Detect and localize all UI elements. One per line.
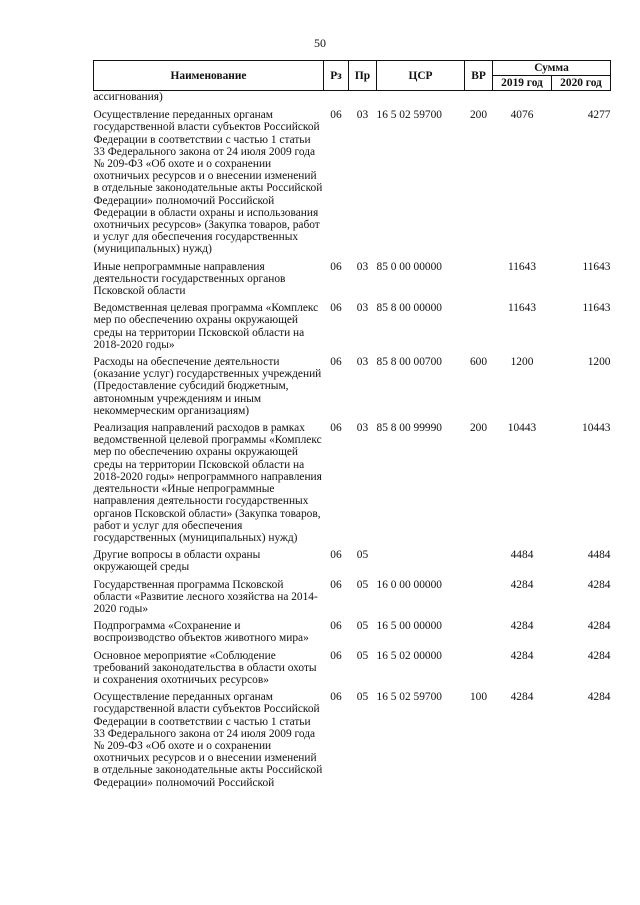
- header-csr: ЦСР: [377, 61, 465, 91]
- row-name: Ведомственная целевая программа «Комплекс мер по обеспечению охраны окружающей среды на территории Псковской области на 2018-2020 годы»: [93, 302, 319, 351]
- row-csr: [377, 544, 465, 573]
- table-row: [94, 297, 611, 351]
- row-csr: 16 5 02 59700: [376, 691, 442, 704]
- row-2019: 1200: [510, 356, 534, 369]
- header-2019: 2019 год: [493, 76, 552, 91]
- table-row: [94, 615, 611, 644]
- row-name: Государственная программа Псковской области «Развитие лесного хозяйства на 2014-2020 годы»: [93, 578, 318, 615]
- row-csr: 85 8 00 99990: [376, 422, 442, 435]
- row-rz: 06: [330, 549, 342, 562]
- row-2019: 4076: [510, 109, 534, 122]
- row-rz: 06: [330, 109, 342, 122]
- row-name: Подпрограмма «Сохранение и воспроизводство объектов животного мира»: [93, 620, 309, 645]
- row-vr: [465, 297, 493, 351]
- row-vr: 200: [469, 109, 488, 122]
- row-vr: [465, 645, 493, 687]
- row-pr: 05: [356, 620, 369, 633]
- row-2020: [552, 91, 611, 104]
- page-number: 50: [314, 36, 326, 50]
- row-pr: 05: [356, 649, 369, 662]
- row-name: Осуществление переданных органам государственной власти субъектов Российской Федерации в соответствии с частью 1 статьи 33 Федерального закона от 24 июля 2009 года № 209-ФЗ «Об охоте и о сохранении охотничьих ресурсов и о внесении изменений в отдельные законодательные акты Российской Федерации» полномочий Российской Федерации в области охраны и использования охотничьих ресурсов» (Закупка товаров, работ и услуг для обеспечения государственных (муниципальных) нужд): [93, 109, 323, 256]
- row-pr: 05: [356, 578, 369, 591]
- row-vr: [465, 615, 493, 644]
- row-vr: [465, 544, 493, 573]
- row-rz: 06: [330, 260, 342, 273]
- header-vr: ВР: [465, 61, 493, 91]
- row-rz: 06: [330, 302, 342, 315]
- row-2020: 11643: [582, 260, 611, 273]
- row-vr: [465, 256, 493, 298]
- row-csr: 85 0 00 00000: [376, 260, 442, 273]
- table-row: [94, 417, 611, 544]
- row-vr: 100: [469, 691, 488, 704]
- row-pr: 03: [356, 109, 369, 122]
- row-pr: [349, 91, 377, 104]
- table-row: [94, 256, 611, 298]
- row-2020: 4284: [587, 578, 611, 591]
- header-name: Наименование: [94, 61, 324, 91]
- row-rz: 06: [330, 356, 342, 369]
- row-2020: 4277: [587, 109, 611, 122]
- row-name: Расходы на обеспечение деятельности (оказание услуг) государственных учреждений (Предоставление субсидий бюджетным, автономным учреждениям и иным некоммерческим организациям): [93, 356, 322, 417]
- row-vr: 200: [469, 422, 488, 435]
- row-vr: 600: [469, 356, 488, 369]
- row-name: ассигнования): [93, 91, 163, 103]
- row-vr: [465, 91, 493, 104]
- row-name: Основное мероприятие «Соблюдение требований законодательства в области охоты и сохранения охотничьих ресурсов»: [93, 649, 317, 686]
- row-csr: 85 8 00 00000: [376, 302, 442, 315]
- row-rz: 06: [330, 649, 342, 662]
- row-pr: 03: [356, 302, 369, 315]
- row-2020: 10443: [582, 422, 611, 435]
- budget-table: [93, 60, 611, 789]
- table-row: [94, 645, 611, 687]
- row-name: Реализация направлений расходов в рамках ведомственной целевой программы «Комплекс мер по обеспечению охраны окружающей среды на территории Псковской области на 2018-2020 годы» непрограммного направления деятельности «Иные непрограммные направления деятельности государственных органов Псковской области» (Закупка товаров, работ и услуг для обеспечения государственных (муниципальных) нужд): [93, 422, 322, 544]
- row-csr: 85 8 00 00700: [376, 356, 442, 369]
- table-row: [94, 351, 611, 417]
- table-row: [94, 103, 611, 255]
- table-row: [94, 686, 611, 789]
- row-2020: 4284: [587, 620, 611, 633]
- row-rz: 06: [330, 691, 342, 704]
- row-name: Другие вопросы в области охраны окружающей среды: [93, 549, 261, 574]
- row-csr: [377, 91, 465, 104]
- table-row: [94, 574, 611, 616]
- header-pr: Пр: [349, 61, 377, 91]
- row-2019: [493, 91, 552, 104]
- row-2019: 11643: [507, 302, 537, 315]
- table-row: [94, 91, 611, 104]
- row-rz: 06: [330, 578, 342, 591]
- row-2019: 4284: [510, 578, 534, 591]
- header-rz: Рз: [324, 61, 349, 91]
- row-2020: 4284: [587, 691, 611, 704]
- row-vr: [465, 574, 493, 616]
- row-csr: 16 0 00 00000: [376, 578, 442, 591]
- header-2020: 2020 год: [552, 76, 611, 91]
- row-pr: 05: [356, 691, 369, 704]
- row-2019: 10443: [507, 422, 537, 435]
- row-pr: 03: [356, 356, 369, 369]
- row-2019: 4284: [510, 620, 534, 633]
- row-2020: 4484: [587, 549, 611, 562]
- row-csr: 16 5 02 00000: [376, 649, 442, 662]
- row-rz: 06: [330, 620, 342, 633]
- row-2019: 4284: [510, 691, 534, 704]
- row-name: Осуществление переданных органам государственной власти субъектов Российской Федерации в соответствии с частью 1 статьи 33 Федерального закона от 24 июля 2009 года № 209-ФЗ «Об охоте и о сохранении охотничьих ресурсов и о внесении изменений в отдельные законодательные акты Российской Федерации» полномочий Российской: [93, 691, 323, 789]
- row-2019: 4484: [510, 549, 534, 562]
- row-name: Иные непрограммные направления деятельности государственных органов Псковской области: [93, 260, 286, 298]
- row-csr: 16 5 02 59700: [376, 109, 442, 122]
- row-pr: 03: [356, 260, 369, 273]
- row-rz: [324, 91, 349, 104]
- row-csr: 16 5 00 00000: [376, 620, 442, 633]
- table-body: [94, 91, 611, 789]
- row-2020: 1200: [587, 356, 611, 369]
- row-pr: 03: [356, 422, 369, 435]
- row-rz: 06: [330, 422, 342, 435]
- row-2019: 11643: [507, 260, 537, 273]
- row-2019: 4284: [510, 649, 534, 662]
- header-sum: Сумма: [493, 61, 611, 76]
- table-row: [94, 544, 611, 573]
- row-pr: 05: [356, 549, 369, 562]
- row-2020: 4284: [587, 649, 611, 662]
- row-2020: 11643: [582, 302, 611, 315]
